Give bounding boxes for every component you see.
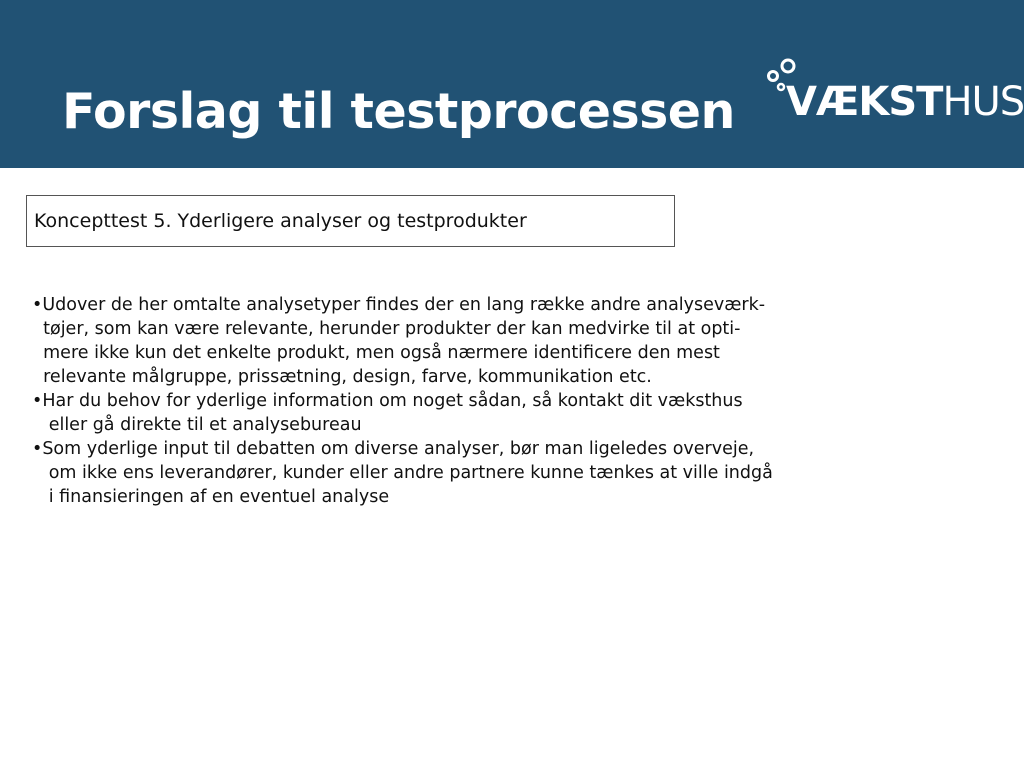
slide-title: Forslag til testprocessen xyxy=(62,83,735,140)
logo-wordmark-light: HUS xyxy=(942,79,1024,125)
bullet-line: •Har du behov for yderlige information om noget sådan, så kontakt dit væksthus xyxy=(32,391,743,411)
logo-dot-small xyxy=(778,84,784,90)
bullet-line: •Som yderlige input til debatten om diverse analyser, bør man ligeledes overveje, xyxy=(32,439,755,459)
header-banner xyxy=(0,0,1024,168)
subtitle-box xyxy=(26,195,675,247)
bullet-list xyxy=(32,293,912,509)
bullet-line: relevante målgruppe, prissætning, design, farve, kommunikation etc. xyxy=(32,367,652,387)
logo-wordmark xyxy=(786,78,1024,126)
vaeksthus-logo xyxy=(764,56,1024,128)
logo-dot-medium xyxy=(769,72,778,81)
bullet-line: mere ikke kun det enkelte produkt, men også nærmere identificere den mest xyxy=(32,343,720,363)
bullet-line: om ikke ens leverandører, kunder eller andre partnere kunne tænkes at ville indgå xyxy=(32,463,773,483)
bullet-line: tøjer, som kan være relevante, herunder produkter der kan medvirke til at opti- xyxy=(32,319,741,339)
logo-dot-large xyxy=(782,60,794,72)
bullet-item xyxy=(32,389,912,437)
subtitle-text: Koncepttest 5. Yderligere analyser og testprodukter xyxy=(34,210,527,232)
bullet-line: •Udover de her omtalte analysetyper findes der en lang række andre analyseværk- xyxy=(32,295,766,315)
bullet-item xyxy=(32,293,912,389)
bullet-line: eller gå direkte til et analysebureau xyxy=(32,415,362,435)
bullet-item xyxy=(32,437,912,509)
logo-wordmark-bold: VÆKST xyxy=(786,79,943,125)
bullet-line: i finansieringen af en eventuel analyse xyxy=(32,487,390,507)
